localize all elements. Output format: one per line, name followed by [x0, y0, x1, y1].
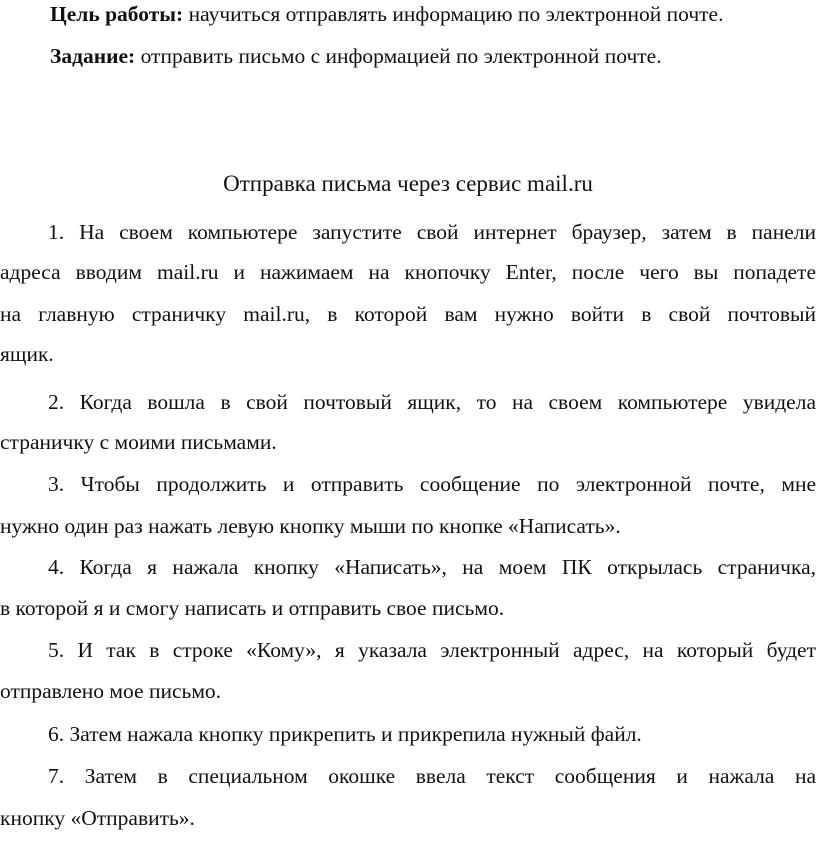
step-6-line-1: 6. Затем нажала кнопку прикрепить и прикрепила нужный файл. [48, 722, 642, 746]
step-1-line-2: адреса вводим mail.ru и нажимаем на кнопочку Enter, после чего вы попадете [0, 260, 816, 284]
task-text: отправить письмо с информацией по электронной почте. [135, 44, 662, 68]
step-5-line-2: отправлено мое письмо. [0, 679, 222, 703]
step-1-line-1: 1. На своем компьютере запустите свой интернет браузер, затем в панели [48, 220, 816, 244]
step-4-line-2: в которой я и смогу написать и отправить свое письмо. [0, 596, 505, 620]
section-heading: Отправка письма через сервис mail.ru [223, 171, 593, 196]
step-2-line-2: страничку с моими письмами. [0, 430, 277, 454]
goal-line [50, 2, 816, 27]
step-2-line-1: 2. Когда вошла в свой почтовый ящик, то на своем компьютере увидела [48, 390, 816, 414]
step-3-line-1: 3. Чтобы продолжить и отправить сообщение по электронной почте, мне [48, 472, 816, 496]
step-1-line-3: на главную страничку mail.ru, в которой вам нужно войти в свой почтовый [0, 302, 816, 326]
goal-text: научиться отправлять информацию по электронной почте. [183, 2, 724, 26]
step-4-line-1: 4. Когда я нажала кнопку «Написать», на моем ПК открылась страничка, [48, 555, 816, 579]
step-1-line-4: ящик. [0, 342, 54, 366]
task-label: Задание: [50, 44, 136, 68]
goal-label: Цель работы: [50, 2, 184, 26]
step-5-line-1: 5. И так в строке «Кому», я указала электронный адрес, на который будет [48, 638, 816, 662]
step-3-line-2: нужно один раз нажать левую кнопку мыши по кнопке «Написать». [0, 514, 621, 538]
task-line [50, 44, 816, 69]
step-7-line-1: 7. Затем в специальном окошке ввела текст сообщения и нажала на [48, 764, 816, 788]
step-7-line-2: кнопку «Отправить». [0, 806, 195, 830]
